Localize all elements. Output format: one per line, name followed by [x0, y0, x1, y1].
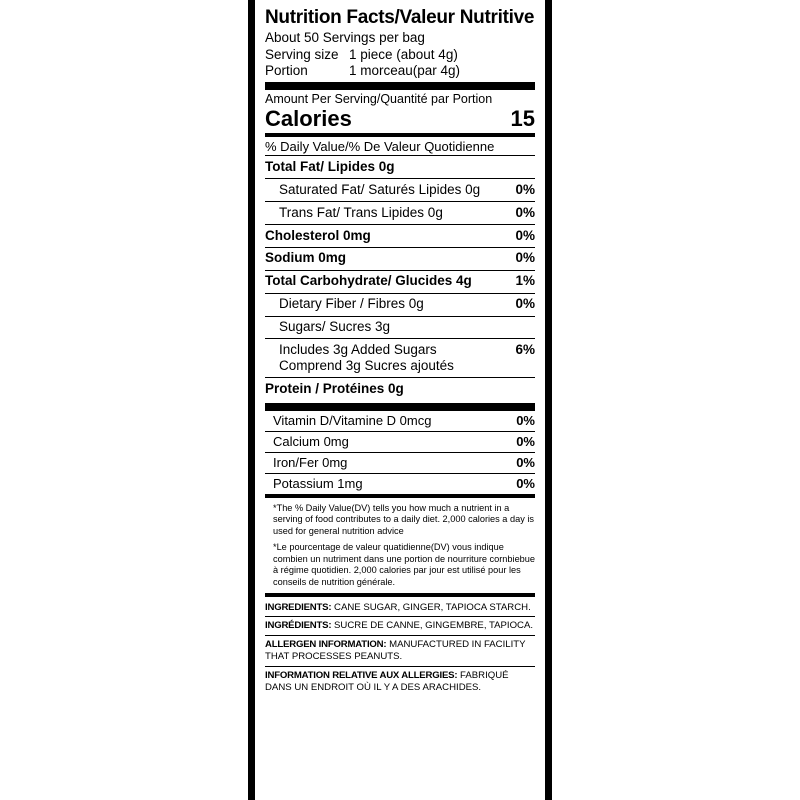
nutrient-row-protein	[265, 378, 535, 400]
vitamin-pct: 0%	[516, 454, 535, 470]
nutrient-row-trans-fat	[265, 202, 535, 224]
nutrient-pct: 0%	[515, 296, 535, 312]
vitamin-name: Potassium 1mg	[273, 475, 363, 491]
footnote-fr: *Le pourcentage de valeur quatidienne(DV) vous indique combien un nutriment dans une portion de nourriture cornbiebue à régime quotidien. 2,000 calories par jour est utilisé pour les conseils de nutrition générale.	[273, 541, 536, 588]
allergen-en-heading: ALLERGEN INFORMATION:	[265, 638, 387, 650]
allergen-en-text: MANUFACTURED IN FACILITY THAT PROCESSES PEANUTS.	[265, 638, 526, 663]
divider-thick-top	[265, 82, 535, 90]
vitamin-row-iron	[265, 453, 535, 473]
vitamin-name: Calcium 0mg	[273, 434, 349, 450]
nutrient-pct: 0%	[515, 181, 535, 197]
nutrient-row-cholesterol	[265, 225, 535, 247]
ingredients-en	[265, 599, 535, 616]
nutrient-row-total-carbohydrate	[265, 271, 535, 293]
nutrient-name: Saturated Fat/ Saturés Lipides 0g	[279, 181, 481, 197]
nutrient-pct: 1%	[515, 273, 535, 289]
nutrient-name: Total Fat/ Lipides 0g	[265, 158, 395, 174]
amount-per-serving: Amount Per Serving/Quantité par Portion	[265, 92, 493, 107]
serving-size-value: 1 piece (about 4g)	[349, 46, 458, 62]
calories-label: Calories	[265, 106, 352, 132]
nutrient-name: Total Carbohydrate/ Glucides 4g	[265, 273, 472, 289]
ingredients-fr	[265, 617, 535, 634]
vitamin-row-calcium	[265, 432, 535, 452]
vitamin-row-vitamin-d	[265, 411, 535, 431]
added-sugars-pct: 6%	[515, 341, 535, 357]
nutrient-name: Protein / Protéines 0g	[265, 380, 404, 396]
nutrient-pct: 0%	[515, 204, 535, 220]
nutrient-row-added-sugars	[265, 339, 535, 377]
allergen-en	[265, 636, 535, 666]
nutrient-name: Trans Fat/ Trans Lipides 0g	[279, 204, 443, 220]
nutrient-pct: 0%	[515, 227, 535, 243]
allergen-fr-heading: INFORMATION RELATIVE AUX ALLERGIES:	[265, 669, 458, 681]
vitamin-pct: 0%	[516, 475, 535, 491]
ingredients-en-heading: INGREDIENTS:	[265, 601, 332, 613]
added-sugars-line-fr: Comprend 3g Sucres ajoutés	[279, 358, 454, 374]
vitamin-name: Iron/Fer 0mg	[273, 454, 348, 470]
nutrient-name: Dietary Fiber / Fibres 0g	[279, 296, 424, 312]
servings-per-container: About 50 Servings per bag	[265, 29, 425, 45]
label-title: Nutrition Facts/Valeur Nutritive	[265, 7, 535, 28]
nutrition-facts-panel	[255, 0, 545, 800]
ingredients-block	[265, 597, 535, 697]
nutrient-row-sugars	[265, 317, 535, 339]
added-sugars-line-en: Includes 3g Added Sugars	[279, 341, 437, 357]
footnotes	[265, 498, 535, 589]
ingredients-fr-heading: INGRÉDIENTS:	[265, 620, 332, 632]
vitamin-pct: 0%	[516, 413, 535, 429]
serving-size-row	[265, 47, 535, 63]
portion-value: 1 morceau(par 4g)	[349, 63, 461, 78]
divider-thick-vitamins	[265, 403, 535, 411]
nutrient-row-dietary-fiber	[265, 294, 535, 316]
nutrient-pct: 0%	[515, 250, 535, 266]
ingredients-en-text: CANE SUGAR, GINGER, TAPIOCA STARCH.	[331, 601, 531, 613]
nutrient-name: Cholesterol 0mg	[265, 227, 371, 243]
allergen-fr-text: FABRIQUÉ DANS UN ENDROIT OÙ IL Y A DES ARACHIDES.	[265, 669, 509, 694]
portion-row	[265, 63, 535, 79]
ingredients-fr-text: SUCRE DE CANNE, GINGEMBRE, TAPIOCA.	[331, 620, 534, 632]
serving-size-label: Serving size	[265, 46, 339, 62]
portion-label: Portion	[265, 63, 308, 78]
nutrient-row-saturated-fat	[265, 179, 535, 201]
calories-value: 15	[510, 106, 535, 132]
left-edge-rule	[248, 0, 255, 800]
nutrient-row-sodium	[265, 248, 535, 270]
daily-value-header: % Daily Value/% De Valeur Quotidienne	[265, 139, 495, 155]
vitamin-pct: 0%	[516, 434, 535, 450]
right-edge-rule	[545, 0, 552, 800]
footnote-en: *The % Daily Value(DV) tells you how much a nutrient in a serving of food contributes to a daily diet. 2,000 calories a day is used for general nutrition advice	[273, 502, 534, 537]
vitamin-name: Vitamin D/Vitamine D 0mcg	[273, 413, 432, 429]
calories-row	[265, 107, 535, 133]
nutrient-name: Sodium 0mg	[265, 250, 347, 266]
vitamin-row-potassium	[265, 474, 535, 494]
nutrient-name: Sugars/ Sucres 3g	[279, 319, 391, 334]
nutrient-row-total-fat	[265, 156, 535, 178]
allergen-fr	[265, 667, 535, 697]
